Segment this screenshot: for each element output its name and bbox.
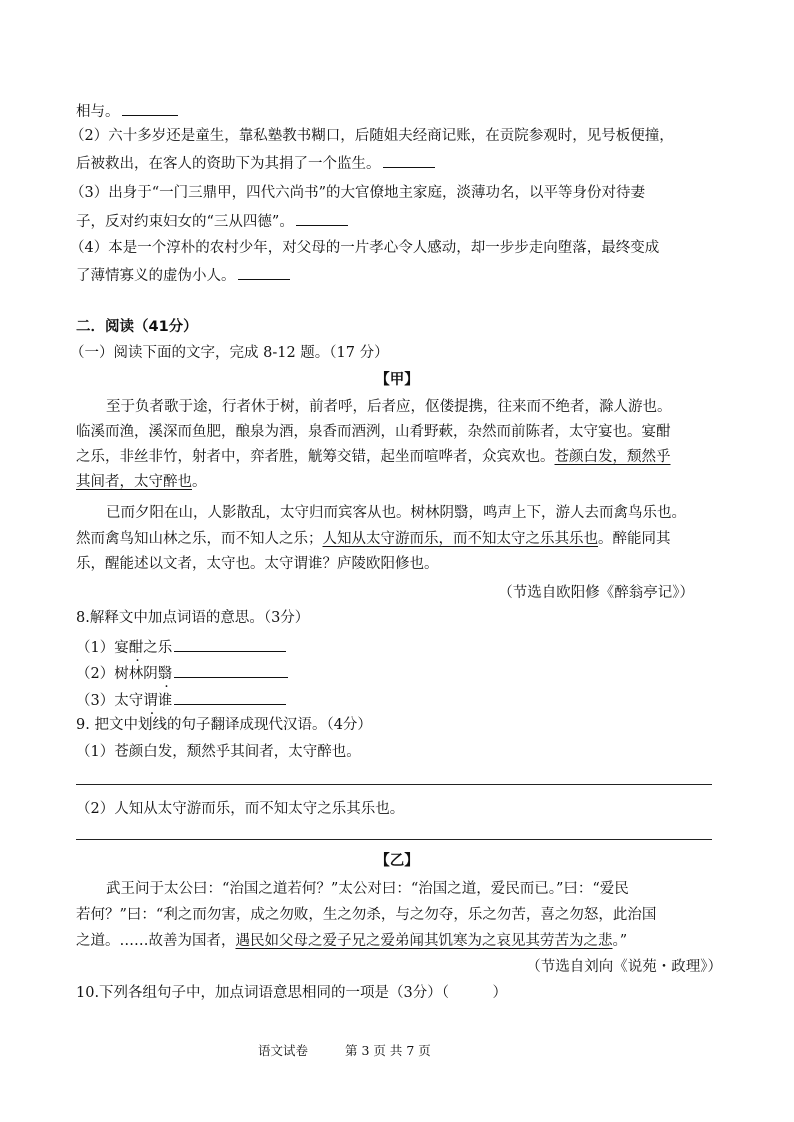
q9-item-1: （1）苍颜白发，颓然乎其间者，太守醉也。 [76,744,361,760]
answer-blank[interactable] [174,690,286,705]
q7-item-3-line-2: 子，反对约束妇女的“三从四德”。 [76,211,348,232]
answer-line[interactable] [76,839,712,840]
answer-blank[interactable] [174,663,288,678]
q7-line-0: 相与。 [76,101,178,122]
section-heading: 二．阅读（41分） [76,319,198,335]
q7-item-4-line-2: 了薄情寡义的虚伪小人。 [76,265,290,286]
q7-item-2-line-2: 后被救出，在客人的资助下为其捐了一个监生。 [76,153,435,174]
answer-blank[interactable] [174,637,286,652]
answer-blank[interactable] [122,101,178,116]
footer-page-number: 第 3 页 共 7 页 [345,1043,431,1058]
passage-b-line-3: 之道。……故善为国者，遇民如父母之爱子兄之爱弟闻其饥寒为之哀见其劳苦为之悲。” [76,933,628,949]
passage-a-p1-line-1: 至于负者歌于途，行者休于树，前者呼，后者应，伛偻提携，往来而不绝者，滁人游也。 [106,399,672,415]
underlined-sentence: 其间者，太守醉也 [76,474,192,490]
subsection-instruction: （一）阅读下面的文字，完成 8-12 题。（17 分） [70,345,389,361]
passage-b-line-1: 武王问于太公曰：“治国之道若何？”太公对曰：“治国之道，爱民而已。”曰：“爱民 [106,881,629,897]
underlined-sentence: 遇民如父母之爱子兄之爱弟闻其饥寒为之哀见其劳苦为之悲 [235,933,613,949]
answer-blank[interactable] [383,153,435,168]
underlined-sentence: 人知从太守游而乐，而不知太守之乐其乐也 [322,531,598,547]
q9-item-2: （2）人知从太守游而乐，而不知太守之乐其乐也。 [76,801,405,817]
footer-subject: 语文试卷 [258,1043,309,1058]
passage-b-line-2: 若何？”曰：“利之而勿害，成之勿败，生之勿杀，与之勿夺，乐之勿苦，喜之勿怒，此治国 [76,907,657,923]
q9-stem: 9. 把文中划线的句子翻译成现代汉语。（4分） [76,717,372,733]
passage-a-p1-line-4: 其间者，太守醉也。 [76,474,207,490]
answer-blank[interactable] [238,265,290,280]
q8-item-1: （1）宴酣之乐 [76,637,286,658]
q8-item-3: （3）太守谓谁 [76,690,286,711]
dotted-word: 翳 [157,666,173,682]
passage-a-source: （节选自欧阳修《醉翁亭记》） [498,585,694,601]
passage-a-p2-line-1: 已而夕阳在山，人影散乱，太守归而宾客从也。树林阴翳，鸣声上下，游人去而禽鸟乐也。 [106,505,686,521]
passage-a-p2-line-3: 乐，醒能述以文者，太守也。太守谓谁？庐陵欧阳修也。 [76,556,439,572]
dotted-word: 酣 [128,640,144,656]
q8-item-2: （2）树林阴翳 [76,663,288,684]
q7-item-2-line-1: （2）六十多岁还是童生，靠私塾教书糊口，后随姐夫经商记账，在贡院参观时，见号板便撞， [70,128,674,144]
passage-b-label: 【乙】 [375,853,419,869]
dotted-word: 谓 [143,693,158,709]
passage-a-p2-line-2: 然而禽鸟知山林之乐，而不知人之乐；人知从太守游而乐，而不知太守之乐其乐也。醉能同其 [76,531,671,547]
q8-stem: 8.解释文中加点词语的意思。（3分） [76,610,310,626]
q10-stem: 10.下列各组句子中，加点词语意思相同的一项是（3分）（ ） [76,985,508,1001]
answer-blank[interactable] [296,211,348,226]
q7-item-3-line-1: （3）出身于“一门三鼎甲，四代六尚书”的大官僚地主家庭，淡薄功名，以平等身份对待妻 [70,185,646,201]
underlined-sentence: 苍颜白发，颓然乎 [554,449,671,465]
passage-a-label: 【甲】 [375,372,419,388]
q7-item-4-line-1: （4）本是一个淳朴的农村少年，对父母的一片孝心令人感动，却一步步走向堕落，最终变成 [70,240,660,256]
passage-b-source: （节选自刘向《说苑・政理》） [526,959,722,975]
answer-line[interactable] [76,784,712,785]
passage-a-p1-line-3: 之乐，非丝非竹，射者中，弈者胜，觥筹交错，起坐而喧哗者，众宾欢也。苍颜白发，颓然乎 [76,449,671,465]
passage-a-p1-line-2: 临溪而渔，溪深而鱼肥，酿泉为酒，泉香而酒洌，山肴野蔌，杂然而前陈者，太守宴也。宴酣 [76,424,671,440]
